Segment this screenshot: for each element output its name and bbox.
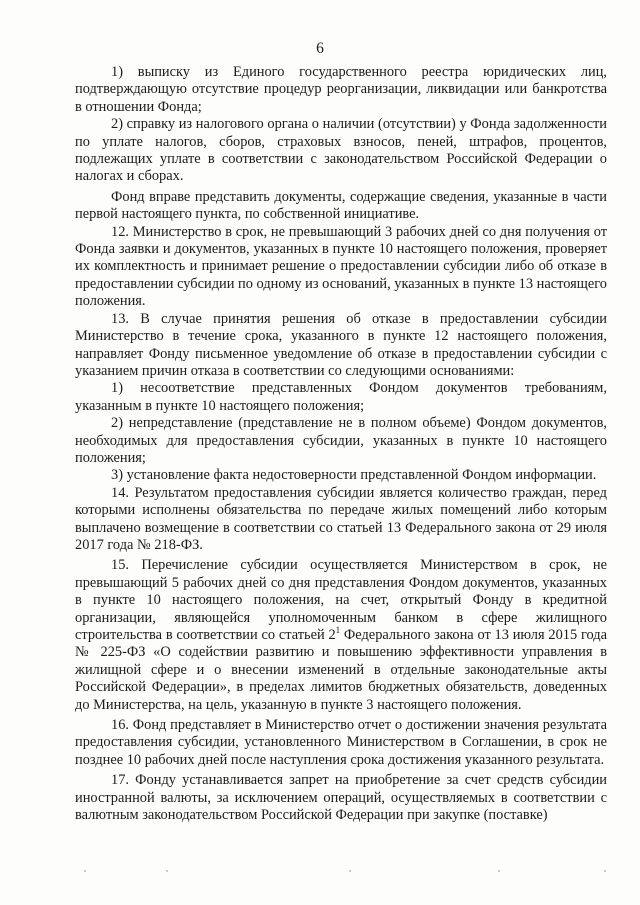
scan-artifacts <box>0 870 640 876</box>
page-number: 6 <box>316 40 324 57</box>
paragraph-clause-13-reason-1: 1) несоответствие представленных Фондом документов требованиям, указанным в пункте 10 настоящего положения; <box>75 380 607 414</box>
paragraph-item-2-tax-certificate: 2) справку из налогового органа о наличии (отсутствии) у Фонда задолженности по уплате налогов, сборов, страховых взносов, пеней, штрафов, процентов, подлежащих уплате в соответствии с законодательством Российской Федерации о налогах и сборах. <box>75 116 607 185</box>
paragraph-fund-initiative: Фонд вправе представить документы, содержащие сведения, указанные в части первой настоящего пункта, по собственной инициативе. <box>75 188 607 223</box>
paragraph-item-1-extract: 1) выписку из Единого государственного реестра юридических лиц, подтверждающую отсутствие процедур реорганизации, ликвидации или банкротства в отношении Фонда; <box>75 64 607 115</box>
footnote-superscript: 1 <box>335 625 341 636</box>
paragraph-clause-12: 12. Министерство в срок, не превышающий 3 рабочих дней со дня получения от Фонда заявки и документов, указанных в пункте 10 настоящего положения, проверяет их комплектность и принимает решение о предоставлении субсидии либо об отказе в предоставлении субсидии по одному из оснований, указанных в пункте 13 настоящего положения. <box>75 223 607 310</box>
clause-15-text-end: Федерального закона от 13 июля 2015 года № 225-ФЗ «О содействии развитию и повышению эффективности управления в жилищной сфере и о внесении изменений в отдельные законодательные акты Российской Федерации», в пределах лимитов бюджетных обязательств, доведенных до Министерства, на цель, указанную в пункте 3 настоящего положения. <box>75 627 607 713</box>
document-body <box>75 64 607 824</box>
clause-15-text-start: 15. Перечисление субсидии осуществляется Министерством в срок, не превышающий 5 рабочих дней со дня представления Фондом документов, указанных в пункте 10 настоящего положения, на счет, открытый Фонду в кредитной организации, являющейся уполномоченным банком в сфере жилищного строительства в соответствии со статьей 2 <box>75 557 607 643</box>
paragraph-clause-13-reason-3: 3) установление факта недостоверности представленной Фондом информации. <box>111 467 597 484</box>
paragraph-clause-13: 13. В случае принятия решения об отказе в предоставлении субсидии Министерство в течение срока, указанного в пункте 12 настоящего положения, направляет Фонду письменное уведомление об отказе в предоставлении субсидии с указанием причин отказа в соответствии со следующими основаниями: <box>75 310 607 379</box>
paragraph-clause-15 <box>75 557 607 714</box>
paragraph-clause-16: 16. Фонд представляет в Министерство отчет о достижении значения результата предоставления субсидии, установленного Министерством в Соглашении, в срок не позднее 10 рабочих дней после наступления срока достижения указанного результата. <box>75 717 607 768</box>
paragraph-clause-13-reason-2: 2) непредставление (представление не в полном объеме) Фондом документов, необходимых для предоставления субсидии, указанных в пункте 10 настоящего положения; <box>75 415 607 466</box>
paragraph-clause-14: 14. Результатом предоставления субсидии является количество граждан, перед которыми исполнены обязательства по передаче жилых помещений либо которым выплачено возмещение в соответствии со статьей 13 Федерального закона от 29 июля 2017 года № 218-ФЗ. <box>75 484 607 553</box>
paragraph-clause-17: 17. Фонду устанавливается запрет на приобретение за счет средств субсидии иностранной валюты, за исключением операций, осуществляемых в соответствии с валютным законодательством Российской Федерации при закупке (поставке) <box>75 772 607 824</box>
